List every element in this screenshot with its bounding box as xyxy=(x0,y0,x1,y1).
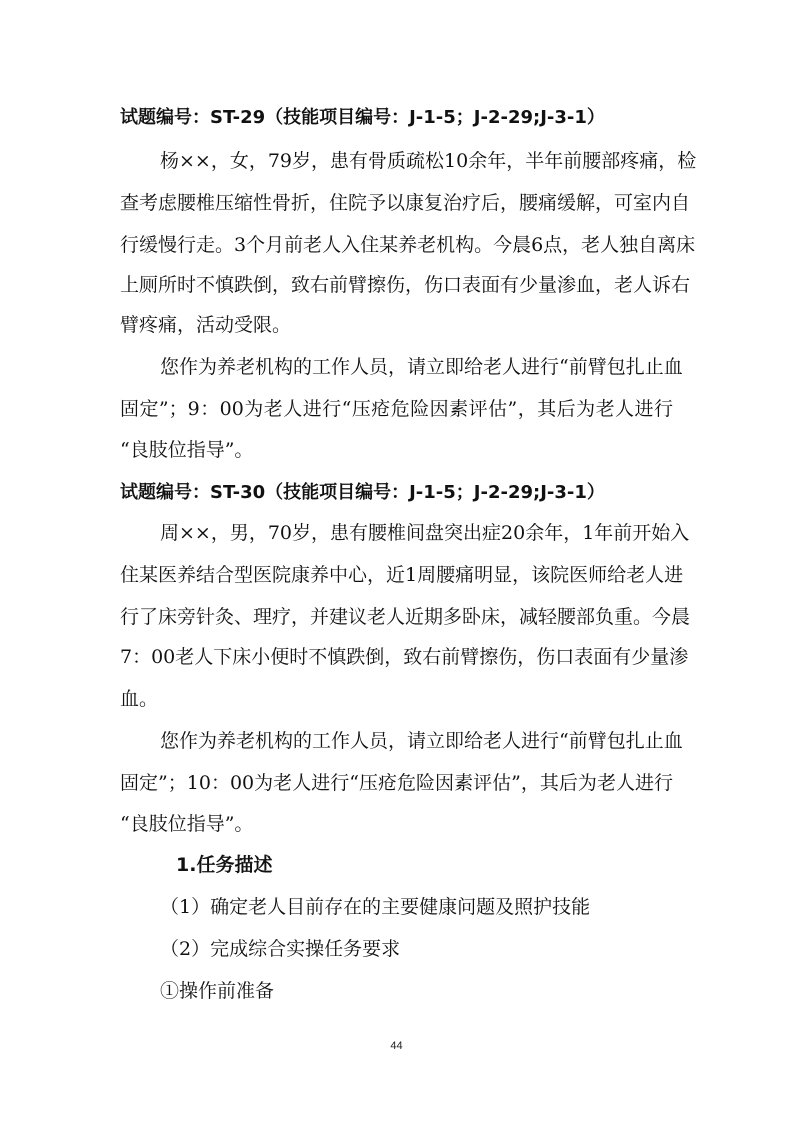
st30-task-line-1: 您作为养老机构的工作人员，请立即给老人进行“前臂包扎止血 xyxy=(160,730,683,752)
st30-task-line-2: 固定”；10：00为老人进行“压疮危险因素评估”，其后为老人进行 xyxy=(120,772,673,794)
st30-case-line-5: 血。 xyxy=(120,688,159,710)
task-description-title: 1.任务描述 xyxy=(176,854,273,876)
st29-task-line-1: 您作为养老机构的工作人员，请立即给老人进行“前臂包扎止血 xyxy=(160,356,683,378)
st29-task-line-2: 固定”；9：00为老人进行“压疮危险因素评估”，其后为老人进行 xyxy=(120,398,673,420)
st29-case-line-4: 上厕所时不慎跌倒，致右前臂擦伤，伤口表面有少量渗血，老人诉右 xyxy=(120,274,691,296)
st29-heading: 试题编号：ST-29（技能项目编号：J-1-5；J-2-29;J-3-1） xyxy=(120,107,605,128)
page-number: 44 xyxy=(390,1040,403,1052)
st30-case-line-3: 行了床旁针灸、理疗，并建议老人近期多卧床，减轻腰部负重。今晨 xyxy=(120,606,691,628)
st30-task-line-3: “良肢位指导”。 xyxy=(120,813,254,835)
task-description-item-2: （2）完成综合实操任务要求 xyxy=(160,938,401,960)
task-description-item-1: （1）确定老人目前存在的主要健康问题及照护技能 xyxy=(160,896,591,918)
task-description-item-3: ①操作前准备 xyxy=(160,980,275,1002)
st30-case-line-2: 住某医养结合型医院康养中心，近1周腰痛明显，该院医师给老人进 xyxy=(120,564,684,586)
st29-case-line-2: 查考虑腰椎压缩性骨折，住院予以康复治疗后，腰痛缓解，可室内自 xyxy=(120,192,691,214)
st30-heading: 试题编号：ST-30（技能项目编号：J-1-5；J-2-29;J-3-1） xyxy=(120,482,605,503)
st29-task-line-3: “良肢位指导”。 xyxy=(120,439,254,461)
st30-case-line-4: 7：00老人下床小便时不慎跌倒，致右前臂擦伤，伤口表面有少量渗 xyxy=(120,646,689,668)
st30-case-line-1: 周××，男，70岁，患有腰椎间盘突出症20余年，1年前开始入 xyxy=(160,522,690,544)
st29-case-line-3: 行缓慢行走。3个月前老人入住某养老机构。今晨6点，老人独自离床 xyxy=(120,234,696,256)
st29-case-line-1: 杨××，女，79岁，患有骨质疏松10余年，半年前腰部疼痛，检 xyxy=(160,150,697,172)
st29-case-line-5: 臂疼痛，活动受限。 xyxy=(120,314,292,336)
